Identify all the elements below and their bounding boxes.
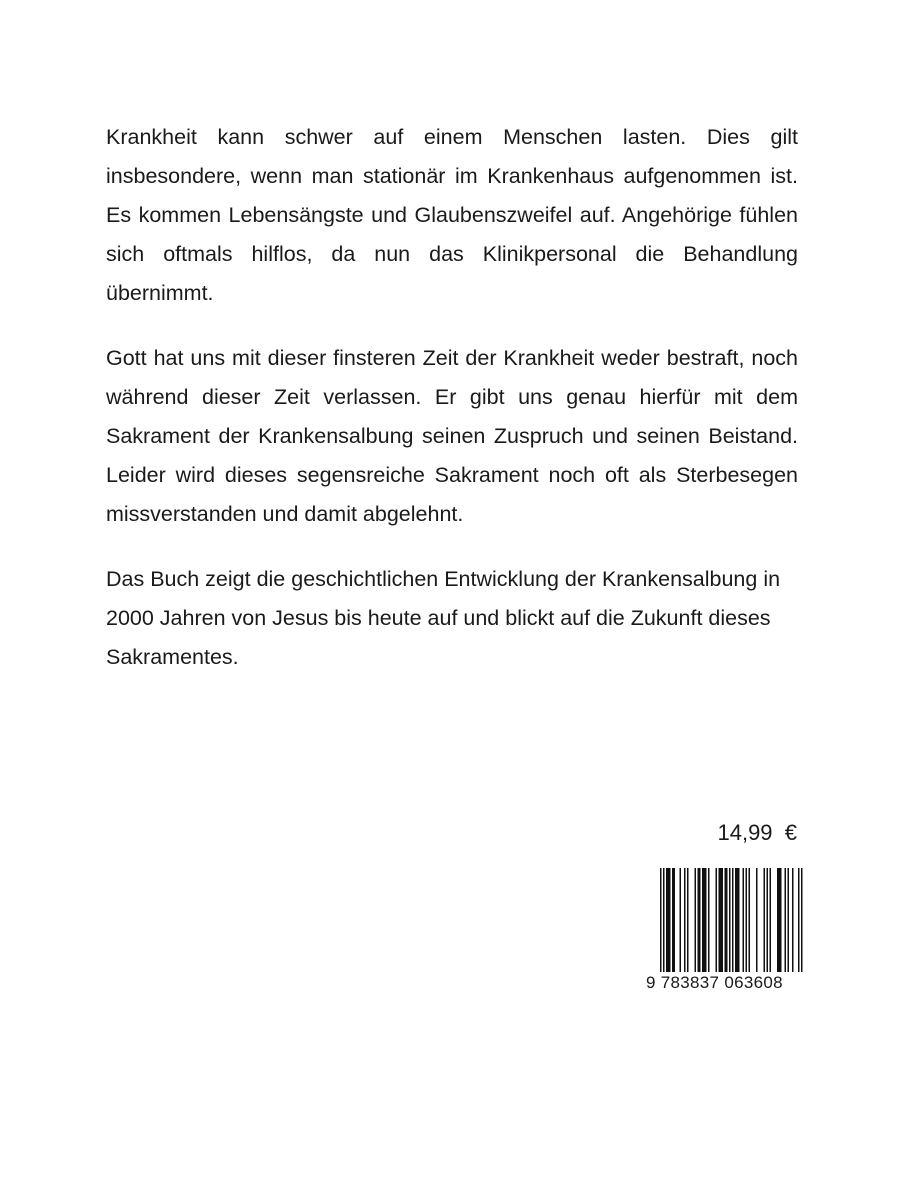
blurb-paragraph-1: Krankheit kann schwer auf einem Menschen lasten. Dies gilt insbesondere, wenn man stationär im Krankenhaus aufgenommen ist. Es kommen Lebensängste und Glaubenszweifel auf. Angehörige fühlen sich oftmals hilflos, da nun das Klinikpersonal die Behandlung übernimmt. bbox=[106, 125, 798, 305]
barcode-bar bbox=[699, 868, 701, 972]
barcode-bar bbox=[722, 868, 724, 972]
isbn-digits: 9 783837 063608 bbox=[646, 972, 806, 994]
barcode-bar bbox=[695, 868, 697, 972]
barcode-bar bbox=[669, 868, 671, 972]
barcode-bar bbox=[698, 868, 700, 972]
barcode-bar bbox=[663, 868, 665, 984]
barcode-bar bbox=[729, 868, 731, 984]
barcode-bar bbox=[708, 868, 710, 972]
barcode-bar bbox=[684, 868, 686, 972]
barcode-bar bbox=[780, 868, 782, 972]
barcode-bar bbox=[777, 868, 779, 972]
barcode-bar bbox=[680, 868, 682, 972]
barcode-bar bbox=[801, 868, 803, 984]
barcode-bar bbox=[726, 868, 728, 972]
barcode-bar bbox=[704, 868, 706, 972]
barcode-bar bbox=[767, 868, 769, 972]
barcode-bar bbox=[788, 868, 790, 972]
barcode-bar bbox=[660, 868, 662, 984]
barcode-bar bbox=[725, 868, 727, 972]
barcode-bar bbox=[770, 868, 772, 972]
price-label: 14,99 € bbox=[717, 820, 797, 845]
barcode-bar bbox=[668, 868, 670, 972]
barcode-bar bbox=[705, 868, 707, 972]
barcode-bar bbox=[666, 868, 668, 972]
barcode-bar bbox=[779, 868, 781, 972]
blurb-paragraph-3: Das Buch zeigt die geschichtlichen Entwicklung der Krankensalbung in 2000 Jahren von Jesus bis heute auf und blickt auf die Zukunft dieses Sakramentes. bbox=[106, 567, 781, 669]
barcode-bar bbox=[720, 868, 722, 972]
isbn-barcode bbox=[646, 868, 806, 994]
barcode-bar bbox=[792, 868, 794, 972]
blurb-paragraph-2: Gott hat uns mit dieser finsteren Zeit der Krankheit weder bestraft, noch während dieser Zeit verlassen. Er gibt uns genau hierfür mit dem Sakrament der Krankensalbung seinen Zuspruch und seinen Beistand. Leider wird dieses segensreiche Sakrament noch oft als Sterbesegen missverstanden und damit abgelehnt. bbox=[106, 346, 798, 526]
barcode-bar bbox=[732, 868, 734, 984]
barcode-bar bbox=[687, 868, 689, 972]
barcode-bar bbox=[735, 868, 737, 972]
barcode-bar bbox=[749, 868, 751, 972]
blurb-text bbox=[106, 118, 798, 703]
barcode-bar bbox=[672, 868, 674, 972]
barcode-bar bbox=[738, 868, 740, 972]
barcode-bar bbox=[674, 868, 676, 972]
barcode-bar bbox=[785, 868, 787, 972]
barcode-bar bbox=[764, 868, 766, 972]
barcode-bar bbox=[702, 868, 704, 972]
barcode-bar bbox=[719, 868, 721, 972]
barcode-bar bbox=[716, 868, 718, 972]
barcode-bar bbox=[746, 868, 748, 972]
barcode-bar bbox=[756, 868, 758, 972]
barcode-bar bbox=[798, 868, 800, 984]
barcode-bar bbox=[737, 868, 739, 972]
barcode-bar bbox=[743, 868, 745, 972]
